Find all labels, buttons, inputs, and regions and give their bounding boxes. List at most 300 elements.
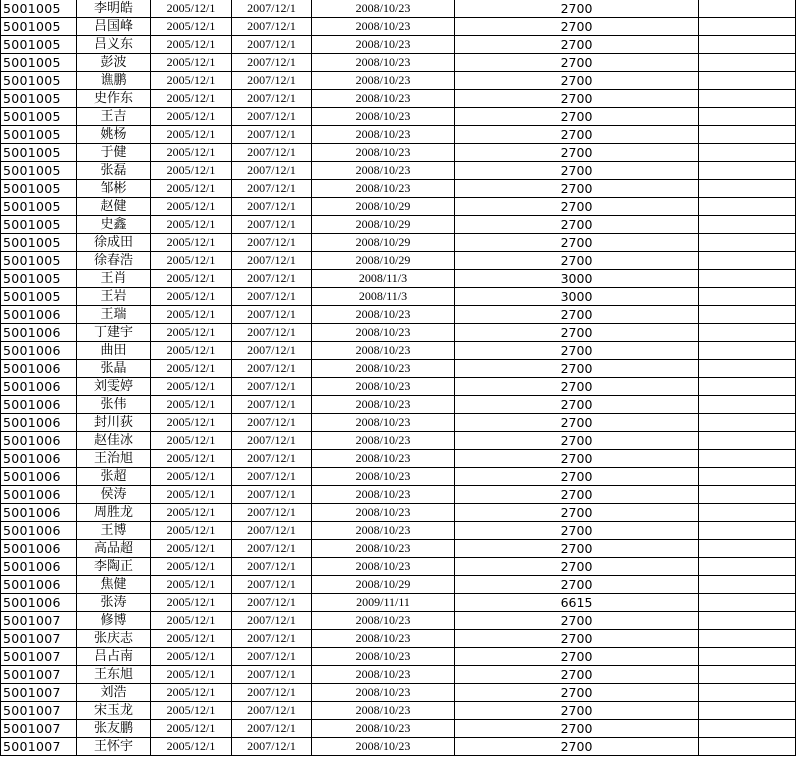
record-date-cell[interactable]: 2008/10/23 (312, 684, 455, 702)
employee-code-cell[interactable]: 5001005 (1, 108, 77, 126)
amount-cell[interactable]: 2700 (455, 324, 699, 342)
end-date-cell[interactable]: 2007/12/1 (232, 126, 312, 144)
record-date-cell[interactable]: 2008/10/23 (312, 396, 455, 414)
end-date-cell[interactable]: 2007/12/1 (232, 198, 312, 216)
amount-cell[interactable]: 2700 (455, 90, 699, 108)
start-date-cell[interactable]: 2005/12/1 (151, 36, 232, 54)
amount-cell[interactable]: 2700 (455, 504, 699, 522)
employee-name-cell[interactable]: 王岩 (77, 288, 151, 306)
employee-code-cell[interactable]: 5001005 (1, 90, 77, 108)
start-date-cell[interactable]: 2005/12/1 (151, 666, 232, 684)
empty-cell[interactable] (699, 450, 796, 468)
end-date-cell[interactable]: 2007/12/1 (232, 630, 312, 648)
empty-cell[interactable] (699, 360, 796, 378)
empty-cell[interactable] (699, 72, 796, 90)
record-date-cell[interactable]: 2008/10/23 (312, 450, 455, 468)
start-date-cell[interactable]: 2005/12/1 (151, 738, 232, 756)
end-date-cell[interactable]: 2007/12/1 (232, 738, 312, 756)
empty-cell[interactable] (699, 702, 796, 720)
amount-cell[interactable]: 2700 (455, 450, 699, 468)
amount-cell[interactable]: 2700 (455, 522, 699, 540)
employee-name-cell[interactable]: 张涛 (77, 594, 151, 612)
record-date-cell[interactable]: 2008/10/23 (312, 522, 455, 540)
record-date-cell[interactable]: 2008/10/29 (312, 234, 455, 252)
amount-cell[interactable]: 2700 (455, 360, 699, 378)
empty-cell[interactable] (699, 270, 796, 288)
record-date-cell[interactable]: 2008/10/23 (312, 144, 455, 162)
end-date-cell[interactable]: 2007/12/1 (232, 90, 312, 108)
end-date-cell[interactable]: 2007/12/1 (232, 504, 312, 522)
end-date-cell[interactable]: 2007/12/1 (232, 486, 312, 504)
amount-cell[interactable]: 2700 (455, 666, 699, 684)
employee-code-cell[interactable]: 5001006 (1, 378, 77, 396)
start-date-cell[interactable]: 2005/12/1 (151, 180, 232, 198)
record-date-cell[interactable]: 2008/10/23 (312, 18, 455, 36)
record-date-cell[interactable]: 2008/10/23 (312, 702, 455, 720)
employee-code-cell[interactable]: 5001005 (1, 270, 77, 288)
end-date-cell[interactable]: 2007/12/1 (232, 378, 312, 396)
employee-name-cell[interactable]: 张晶 (77, 360, 151, 378)
amount-cell[interactable]: 2700 (455, 252, 699, 270)
start-date-cell[interactable]: 2005/12/1 (151, 306, 232, 324)
record-date-cell[interactable]: 2008/10/23 (312, 36, 455, 54)
employee-code-cell[interactable]: 5001006 (1, 504, 77, 522)
employee-code-cell[interactable]: 5001007 (1, 702, 77, 720)
start-date-cell[interactable]: 2005/12/1 (151, 360, 232, 378)
empty-cell[interactable] (699, 522, 796, 540)
employee-name-cell[interactable]: 王吉 (77, 108, 151, 126)
amount-cell[interactable]: 2700 (455, 414, 699, 432)
empty-cell[interactable] (699, 36, 796, 54)
amount-cell[interactable]: 2700 (455, 612, 699, 630)
empty-cell[interactable] (699, 576, 796, 594)
start-date-cell[interactable]: 2005/12/1 (151, 72, 232, 90)
end-date-cell[interactable]: 2007/12/1 (232, 720, 312, 738)
empty-cell[interactable] (699, 18, 796, 36)
table-row (1, 162, 796, 180)
amount-cell[interactable]: 2700 (455, 342, 699, 360)
start-date-cell[interactable]: 2005/12/1 (151, 522, 232, 540)
employee-code-cell[interactable]: 5001005 (1, 144, 77, 162)
start-date-cell[interactable]: 2005/12/1 (151, 126, 232, 144)
start-date-cell[interactable]: 2005/12/1 (151, 234, 232, 252)
record-date-cell[interactable]: 2009/11/11 (312, 594, 455, 612)
empty-cell[interactable] (699, 324, 796, 342)
employee-code-cell[interactable]: 5001007 (1, 720, 77, 738)
empty-cell[interactable] (699, 234, 796, 252)
record-date-cell[interactable]: 2008/10/23 (312, 738, 455, 756)
record-date-cell[interactable]: 2008/10/29 (312, 198, 455, 216)
record-date-cell[interactable]: 2008/10/23 (312, 162, 455, 180)
start-date-cell[interactable]: 2005/12/1 (151, 450, 232, 468)
employee-code-cell[interactable]: 5001006 (1, 414, 77, 432)
amount-cell[interactable]: 2700 (455, 378, 699, 396)
employee-code-cell[interactable]: 5001007 (1, 612, 77, 630)
empty-cell[interactable] (699, 684, 796, 702)
amount-cell[interactable]: 6615 (455, 594, 699, 612)
amount-cell[interactable]: 2700 (455, 738, 699, 756)
empty-cell[interactable] (699, 144, 796, 162)
start-date-cell[interactable]: 2005/12/1 (151, 18, 232, 36)
employee-name-cell[interactable]: 王怀宇 (77, 738, 151, 756)
start-date-cell[interactable]: 2005/12/1 (151, 216, 232, 234)
employee-name-cell[interactable]: 刘浩 (77, 684, 151, 702)
start-date-cell[interactable]: 2005/12/1 (151, 558, 232, 576)
end-date-cell[interactable]: 2007/12/1 (232, 540, 312, 558)
start-date-cell[interactable]: 2005/12/1 (151, 144, 232, 162)
employee-code-cell[interactable]: 5001005 (1, 288, 77, 306)
start-date-cell[interactable]: 2005/12/1 (151, 612, 232, 630)
end-date-cell[interactable]: 2007/12/1 (232, 432, 312, 450)
employee-name-cell[interactable]: 张磊 (77, 162, 151, 180)
employee-code-cell[interactable]: 5001006 (1, 522, 77, 540)
amount-cell[interactable]: 2700 (455, 630, 699, 648)
employee-name-cell[interactable]: 王治旭 (77, 450, 151, 468)
record-date-cell[interactable]: 2008/10/23 (312, 342, 455, 360)
employee-code-cell[interactable]: 5001006 (1, 450, 77, 468)
employee-name-cell[interactable]: 赵健 (77, 198, 151, 216)
record-date-cell[interactable]: 2008/10/23 (312, 630, 455, 648)
start-date-cell[interactable]: 2005/12/1 (151, 324, 232, 342)
employee-code-cell[interactable]: 5001005 (1, 162, 77, 180)
end-date-cell[interactable]: 2007/12/1 (232, 234, 312, 252)
amount-cell[interactable]: 2700 (455, 36, 699, 54)
end-date-cell[interactable]: 2007/12/1 (232, 468, 312, 486)
table-row (1, 648, 796, 666)
employee-name-cell[interactable]: 王瑞 (77, 306, 151, 324)
end-date-cell[interactable]: 2007/12/1 (232, 216, 312, 234)
empty-cell[interactable] (699, 162, 796, 180)
empty-cell[interactable] (699, 126, 796, 144)
employee-name-cell[interactable]: 封川荻 (77, 414, 151, 432)
employee-name-cell[interactable]: 张伟 (77, 396, 151, 414)
record-date-cell[interactable]: 2008/11/3 (312, 288, 455, 306)
record-date-cell[interactable]: 2008/10/29 (312, 216, 455, 234)
employee-name-cell[interactable]: 于健 (77, 144, 151, 162)
employee-code-cell[interactable]: 5001006 (1, 576, 77, 594)
record-date-cell[interactable]: 2008/10/23 (312, 54, 455, 72)
amount-cell[interactable]: 2700 (455, 234, 699, 252)
start-date-cell[interactable]: 2005/12/1 (151, 270, 232, 288)
employee-code-cell[interactable]: 5001005 (1, 216, 77, 234)
empty-cell[interactable] (699, 396, 796, 414)
employee-name-cell[interactable]: 吕占南 (77, 648, 151, 666)
employee-code-cell[interactable]: 5001005 (1, 54, 77, 72)
amount-cell[interactable]: 2700 (455, 558, 699, 576)
end-date-cell[interactable]: 2007/12/1 (232, 666, 312, 684)
employee-code-cell[interactable]: 5001006 (1, 594, 77, 612)
amount-cell[interactable]: 2700 (455, 72, 699, 90)
amount-cell[interactable]: 2700 (455, 468, 699, 486)
employee-name-cell[interactable]: 王博 (77, 522, 151, 540)
start-date-cell[interactable]: 2005/12/1 (151, 54, 232, 72)
record-date-cell[interactable]: 2008/10/23 (312, 540, 455, 558)
record-date-cell[interactable]: 2008/10/23 (312, 90, 455, 108)
end-date-cell[interactable]: 2007/12/1 (232, 72, 312, 90)
employee-name-cell[interactable]: 史鑫 (77, 216, 151, 234)
employee-code-cell[interactable]: 5001006 (1, 540, 77, 558)
employee-name-cell[interactable]: 吕义东 (77, 36, 151, 54)
employee-code-cell[interactable]: 5001005 (1, 126, 77, 144)
employee-code-cell[interactable]: 5001006 (1, 342, 77, 360)
record-date-cell[interactable]: 2008/10/23 (312, 180, 455, 198)
start-date-cell[interactable]: 2005/12/1 (151, 162, 232, 180)
employee-name-cell[interactable]: 刘雯婷 (77, 378, 151, 396)
employee-code-cell[interactable]: 5001007 (1, 630, 77, 648)
employee-code-cell[interactable]: 5001006 (1, 468, 77, 486)
start-date-cell[interactable]: 2005/12/1 (151, 90, 232, 108)
record-date-cell[interactable]: 2008/10/23 (312, 468, 455, 486)
empty-cell[interactable] (699, 432, 796, 450)
record-date-cell[interactable]: 2008/10/23 (312, 306, 455, 324)
employee-code-cell[interactable]: 5001005 (1, 234, 77, 252)
empty-cell[interactable] (699, 252, 796, 270)
record-date-cell[interactable]: 2008/10/23 (312, 324, 455, 342)
empty-cell[interactable] (699, 720, 796, 738)
employee-name-cell[interactable]: 焦健 (77, 576, 151, 594)
end-date-cell[interactable]: 2007/12/1 (232, 558, 312, 576)
end-date-cell[interactable]: 2007/12/1 (232, 54, 312, 72)
start-date-cell[interactable]: 2005/12/1 (151, 486, 232, 504)
end-date-cell[interactable]: 2007/12/1 (232, 342, 312, 360)
empty-cell[interactable] (699, 738, 796, 756)
employee-name-cell[interactable]: 曲田 (77, 342, 151, 360)
amount-cell[interactable]: 2700 (455, 198, 699, 216)
amount-cell[interactable]: 3000 (455, 270, 699, 288)
end-date-cell[interactable]: 2007/12/1 (232, 648, 312, 666)
record-date-cell[interactable]: 2008/10/23 (312, 360, 455, 378)
employee-name-cell[interactable]: 谯鹏 (77, 72, 151, 90)
amount-cell[interactable]: 2700 (455, 396, 699, 414)
record-date-cell[interactable]: 2008/10/23 (312, 414, 455, 432)
record-date-cell[interactable]: 2008/10/23 (312, 378, 455, 396)
employee-code-cell[interactable]: 5001005 (1, 252, 77, 270)
table-row (1, 720, 796, 738)
end-date-cell[interactable]: 2007/12/1 (232, 684, 312, 702)
empty-cell[interactable] (699, 180, 796, 198)
amount-cell[interactable]: 2700 (455, 432, 699, 450)
empty-cell[interactable] (699, 558, 796, 576)
empty-cell[interactable] (699, 486, 796, 504)
table-row (1, 270, 796, 288)
start-date-cell[interactable]: 2005/12/1 (151, 396, 232, 414)
end-date-cell[interactable]: 2007/12/1 (232, 288, 312, 306)
amount-cell[interactable]: 2700 (455, 720, 699, 738)
table-row (1, 594, 796, 612)
start-date-cell[interactable]: 2005/12/1 (151, 576, 232, 594)
employee-name-cell[interactable]: 李明皓 (77, 0, 151, 18)
record-date-cell[interactable]: 2008/10/23 (312, 432, 455, 450)
record-date-cell[interactable]: 2008/11/3 (312, 270, 455, 288)
end-date-cell[interactable]: 2007/12/1 (232, 162, 312, 180)
employee-name-cell[interactable]: 徐成田 (77, 234, 151, 252)
employee-name-cell[interactable]: 侯涛 (77, 486, 151, 504)
empty-cell[interactable] (699, 342, 796, 360)
employee-code-cell[interactable]: 5001005 (1, 36, 77, 54)
start-date-cell[interactable]: 2005/12/1 (151, 0, 232, 18)
employee-name-cell[interactable]: 修博 (77, 612, 151, 630)
start-date-cell[interactable]: 2005/12/1 (151, 720, 232, 738)
amount-cell[interactable]: 2700 (455, 216, 699, 234)
amount-cell[interactable]: 2700 (455, 126, 699, 144)
employee-code-cell[interactable]: 5001006 (1, 306, 77, 324)
start-date-cell[interactable]: 2005/12/1 (151, 504, 232, 522)
employee-code-cell[interactable]: 5001006 (1, 360, 77, 378)
employee-code-cell[interactable]: 5001007 (1, 684, 77, 702)
start-date-cell[interactable]: 2005/12/1 (151, 684, 232, 702)
record-date-cell[interactable]: 2008/10/23 (312, 666, 455, 684)
end-date-cell[interactable]: 2007/12/1 (232, 522, 312, 540)
amount-cell[interactable]: 2700 (455, 180, 699, 198)
start-date-cell[interactable]: 2005/12/1 (151, 108, 232, 126)
employee-code-cell[interactable]: 5001007 (1, 648, 77, 666)
end-date-cell[interactable]: 2007/12/1 (232, 144, 312, 162)
start-date-cell[interactable]: 2005/12/1 (151, 378, 232, 396)
employee-code-cell[interactable]: 5001005 (1, 180, 77, 198)
employee-name-cell[interactable]: 周胜龙 (77, 504, 151, 522)
start-date-cell[interactable]: 2005/12/1 (151, 702, 232, 720)
empty-cell[interactable] (699, 612, 796, 630)
empty-cell[interactable] (699, 504, 796, 522)
record-date-cell[interactable]: 2008/10/23 (312, 720, 455, 738)
start-date-cell[interactable]: 2005/12/1 (151, 432, 232, 450)
start-date-cell[interactable]: 2005/12/1 (151, 342, 232, 360)
employee-name-cell[interactable]: 张庆志 (77, 630, 151, 648)
record-date-cell[interactable]: 2008/10/23 (312, 126, 455, 144)
record-date-cell[interactable]: 2008/10/23 (312, 612, 455, 630)
start-date-cell[interactable]: 2005/12/1 (151, 648, 232, 666)
end-date-cell[interactable]: 2007/12/1 (232, 612, 312, 630)
start-date-cell[interactable]: 2005/12/1 (151, 288, 232, 306)
record-date-cell[interactable]: 2008/10/23 (312, 504, 455, 522)
employee-code-cell[interactable]: 5001005 (1, 198, 77, 216)
end-date-cell[interactable]: 2007/12/1 (232, 36, 312, 54)
employee-code-cell[interactable]: 5001006 (1, 558, 77, 576)
employee-name-cell[interactable]: 丁建宇 (77, 324, 151, 342)
start-date-cell[interactable]: 2005/12/1 (151, 468, 232, 486)
end-date-cell[interactable]: 2007/12/1 (232, 450, 312, 468)
empty-cell[interactable] (699, 216, 796, 234)
end-date-cell[interactable]: 2007/12/1 (232, 0, 312, 18)
end-date-cell[interactable]: 2007/12/1 (232, 594, 312, 612)
amount-cell[interactable]: 2700 (455, 144, 699, 162)
start-date-cell[interactable]: 2005/12/1 (151, 198, 232, 216)
end-date-cell[interactable]: 2007/12/1 (232, 270, 312, 288)
empty-cell[interactable] (699, 414, 796, 432)
record-date-cell[interactable]: 2008/10/29 (312, 576, 455, 594)
amount-cell[interactable]: 2700 (455, 0, 699, 18)
start-date-cell[interactable]: 2005/12/1 (151, 630, 232, 648)
employee-name-cell[interactable]: 高品超 (77, 540, 151, 558)
employee-name-cell[interactable]: 李陶正 (77, 558, 151, 576)
start-date-cell[interactable]: 2005/12/1 (151, 594, 232, 612)
employee-name-cell[interactable]: 邹彬 (77, 180, 151, 198)
end-date-cell[interactable]: 2007/12/1 (232, 414, 312, 432)
empty-cell[interactable] (699, 198, 796, 216)
employee-name-cell[interactable]: 姚杨 (77, 126, 151, 144)
empty-cell[interactable] (699, 666, 796, 684)
amount-cell[interactable]: 2700 (455, 702, 699, 720)
empty-cell[interactable] (699, 630, 796, 648)
employee-code-cell[interactable]: 5001005 (1, 72, 77, 90)
record-date-cell[interactable]: 2008/10/23 (312, 72, 455, 90)
end-date-cell[interactable]: 2007/12/1 (232, 576, 312, 594)
employee-name-cell[interactable]: 张超 (77, 468, 151, 486)
employee-code-cell[interactable]: 5001006 (1, 324, 77, 342)
record-date-cell[interactable]: 2008/10/23 (312, 486, 455, 504)
record-date-cell[interactable]: 2008/10/23 (312, 648, 455, 666)
end-date-cell[interactable]: 2007/12/1 (232, 396, 312, 414)
empty-cell[interactable] (699, 90, 796, 108)
employee-name-cell[interactable]: 宋玉龙 (77, 702, 151, 720)
employee-code-cell[interactable]: 5001005 (1, 0, 77, 18)
amount-cell[interactable]: 2700 (455, 162, 699, 180)
end-date-cell[interactable]: 2007/12/1 (232, 180, 312, 198)
empty-cell[interactable] (699, 0, 796, 18)
amount-cell[interactable]: 2700 (455, 648, 699, 666)
record-date-cell[interactable]: 2008/10/23 (312, 108, 455, 126)
table-row (1, 36, 796, 54)
empty-cell[interactable] (699, 594, 796, 612)
record-date-cell[interactable]: 2008/10/23 (312, 0, 455, 18)
empty-cell[interactable] (699, 468, 796, 486)
end-date-cell[interactable]: 2007/12/1 (232, 360, 312, 378)
amount-cell[interactable]: 2700 (455, 54, 699, 72)
employee-code-cell[interactable]: 5001007 (1, 666, 77, 684)
amount-cell[interactable]: 2700 (455, 540, 699, 558)
employee-code-cell[interactable]: 5001005 (1, 18, 77, 36)
employee-name-cell[interactable]: 吕国峰 (77, 18, 151, 36)
empty-cell[interactable] (699, 54, 796, 72)
employee-name-cell[interactable]: 史作东 (77, 90, 151, 108)
empty-cell[interactable] (699, 648, 796, 666)
end-date-cell[interactable]: 2007/12/1 (232, 18, 312, 36)
record-date-cell[interactable]: 2008/10/29 (312, 252, 455, 270)
empty-cell[interactable] (699, 378, 796, 396)
end-date-cell[interactable]: 2007/12/1 (232, 702, 312, 720)
amount-cell[interactable]: 2700 (455, 306, 699, 324)
amount-cell[interactable]: 2700 (455, 108, 699, 126)
employee-name-cell[interactable]: 彭波 (77, 54, 151, 72)
empty-cell[interactable] (699, 108, 796, 126)
empty-cell[interactable] (699, 306, 796, 324)
empty-cell[interactable] (699, 540, 796, 558)
amount-cell[interactable]: 2700 (455, 486, 699, 504)
amount-cell[interactable]: 3000 (455, 288, 699, 306)
start-date-cell[interactable]: 2005/12/1 (151, 414, 232, 432)
employee-code-cell[interactable]: 5001006 (1, 486, 77, 504)
amount-cell[interactable]: 2700 (455, 18, 699, 36)
end-date-cell[interactable]: 2007/12/1 (232, 108, 312, 126)
empty-cell[interactable] (699, 288, 796, 306)
record-date-cell[interactable]: 2008/10/23 (312, 558, 455, 576)
amount-cell[interactable]: 2700 (455, 576, 699, 594)
employee-name-cell[interactable]: 赵佳冰 (77, 432, 151, 450)
end-date-cell[interactable]: 2007/12/1 (232, 324, 312, 342)
employee-code-cell[interactable]: 5001006 (1, 432, 77, 450)
employee-name-cell[interactable]: 张友鹏 (77, 720, 151, 738)
employee-name-cell[interactable]: 王东旭 (77, 666, 151, 684)
start-date-cell[interactable]: 2005/12/1 (151, 540, 232, 558)
start-date-cell[interactable]: 2005/12/1 (151, 252, 232, 270)
employee-name-cell[interactable]: 徐春浩 (77, 252, 151, 270)
end-date-cell[interactable]: 2007/12/1 (232, 252, 312, 270)
end-date-cell[interactable]: 2007/12/1 (232, 306, 312, 324)
employee-code-cell[interactable]: 5001007 (1, 738, 77, 756)
amount-cell[interactable]: 2700 (455, 684, 699, 702)
employee-name-cell[interactable]: 王肖 (77, 270, 151, 288)
employee-code-cell[interactable]: 5001006 (1, 396, 77, 414)
